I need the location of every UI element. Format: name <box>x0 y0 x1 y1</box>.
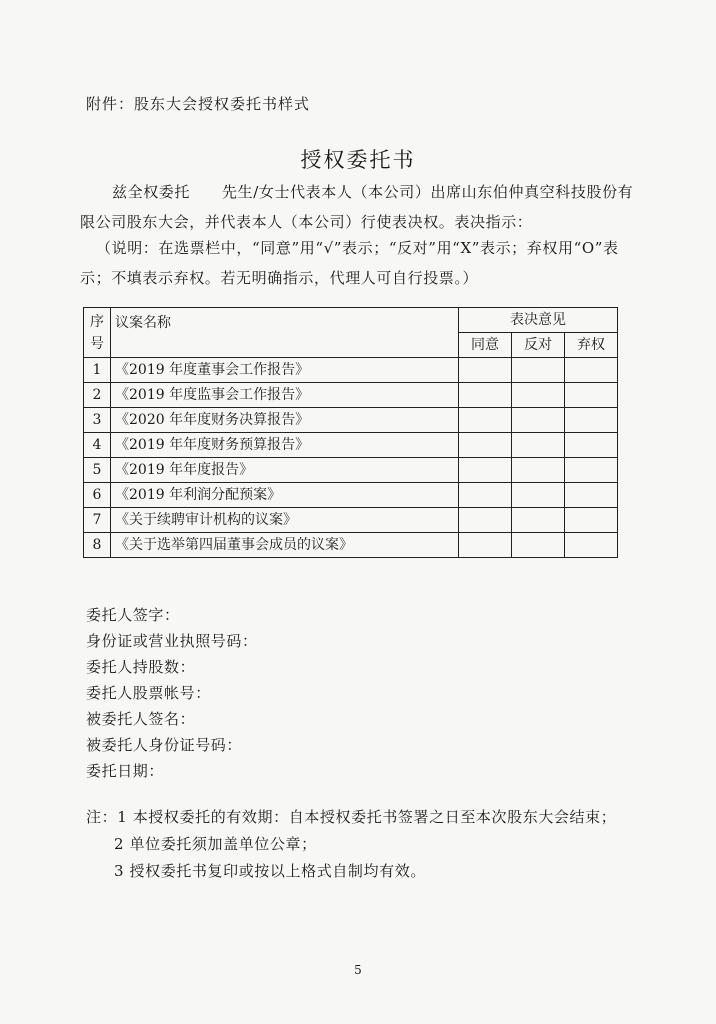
header-agree: 同意 <box>459 333 512 358</box>
oppose-cell[interactable] <box>512 408 565 433</box>
oppose-cell[interactable] <box>512 383 565 408</box>
row-no: 5 <box>84 458 111 483</box>
row-no: 6 <box>84 483 111 508</box>
table-row <box>84 408 618 433</box>
table-row <box>84 483 618 508</box>
abstain-cell[interactable] <box>565 483 618 508</box>
document-title: 授权委托书 <box>300 148 416 172</box>
row-no: 2 <box>84 383 111 408</box>
principal-signature-field: 委托人签字： <box>86 606 180 624</box>
attachment-label: 附件：股东大会授权委托书样式 <box>86 95 311 113</box>
agent-id-field: 被委托人身份证号码： <box>86 736 243 754</box>
header-opinion: 表决意见 <box>459 308 618 333</box>
agree-cell[interactable] <box>459 383 512 408</box>
abstain-cell[interactable] <box>565 358 618 383</box>
shareholding-field: 委托人持股数： <box>86 658 196 676</box>
oppose-cell[interactable] <box>512 508 565 533</box>
row-name: 《2019 年度监事会工作报告》 <box>111 383 459 408</box>
oppose-cell[interactable] <box>512 533 565 558</box>
row-no: 1 <box>84 358 111 383</box>
abstain-cell[interactable] <box>565 408 618 433</box>
row-name: 《2019 年度董事会工作报告》 <box>111 358 459 383</box>
notes-section <box>86 804 646 885</box>
table-row <box>84 358 618 383</box>
abstain-cell[interactable] <box>565 383 618 408</box>
header-proposal-name: 议案名称 <box>111 308 459 358</box>
row-no: 7 <box>84 508 111 533</box>
oppose-cell[interactable] <box>512 358 565 383</box>
agree-cell[interactable] <box>459 433 512 458</box>
abstain-cell[interactable] <box>565 458 618 483</box>
table-row <box>84 508 618 533</box>
abstain-cell[interactable] <box>565 533 618 558</box>
agent-signature-field: 被委托人签名： <box>86 710 196 728</box>
intro-rest: 先生/女士代表本人（本公司）出席山东伯仲真空科技股份有限公司股东大会，并代表本人（本公司）行使表决权。表决指示： <box>80 183 634 231</box>
row-no: 8 <box>84 533 111 558</box>
header-abstain: 弃权 <box>565 333 618 358</box>
table-row <box>84 533 618 558</box>
table-row <box>84 383 618 408</box>
page-number: 5 <box>354 963 362 977</box>
note-validity: 注：1 本授权委托的有效期：自本授权委托书签署之日至本次股东大会结束； <box>86 808 617 826</box>
agree-cell[interactable] <box>459 483 512 508</box>
abstain-cell[interactable] <box>565 508 618 533</box>
row-no: 4 <box>84 433 111 458</box>
header-oppose: 反对 <box>512 333 565 358</box>
row-name: 《2019 年利润分配预案》 <box>111 483 459 508</box>
oppose-cell[interactable] <box>512 483 565 508</box>
abstain-cell[interactable] <box>565 433 618 458</box>
stock-account-field: 委托人股票帐号： <box>86 684 211 702</box>
instructions-paragraph: （说明：在选票栏中，“同意”用“√”表示；“反对”用“X”表示；弃权用“O”表示；不填表示弃权。若无明确指示，代理人可自行投票。） <box>80 239 619 287</box>
header-no: 序号 <box>84 308 111 358</box>
row-name: 《关于选举第四届董事会成员的议案》 <box>111 533 459 558</box>
agree-cell[interactable] <box>459 508 512 533</box>
proposal-vote-table <box>83 307 618 558</box>
row-name: 《2019 年年度财务预算报告》 <box>111 433 459 458</box>
row-name: 《关于续聘审计机构的议案》 <box>111 508 459 533</box>
oppose-cell[interactable] <box>512 458 565 483</box>
agree-cell[interactable] <box>459 458 512 483</box>
note-seal: 2 单位委托须加盖单位公章； <box>114 835 317 853</box>
agree-cell[interactable] <box>459 358 512 383</box>
row-name: 《2019 年年度报告》 <box>111 458 459 483</box>
oppose-cell[interactable] <box>512 433 565 458</box>
agree-cell[interactable] <box>459 408 512 433</box>
note-copy: 3 授权委托书复印或按以上格式自制均有效。 <box>114 862 426 880</box>
table-row <box>84 458 618 483</box>
table-row <box>84 433 618 458</box>
id-or-license-field: 身份证或营业执照号码： <box>86 632 258 650</box>
agree-cell[interactable] <box>459 533 512 558</box>
signature-fields <box>86 602 258 784</box>
row-name: 《2020 年年度财务决算报告》 <box>111 408 459 433</box>
date-field: 委托日期： <box>86 762 165 780</box>
intro-paragraph <box>80 177 640 237</box>
intro-lead: 兹全权委托 <box>112 183 191 201</box>
row-no: 3 <box>84 408 111 433</box>
